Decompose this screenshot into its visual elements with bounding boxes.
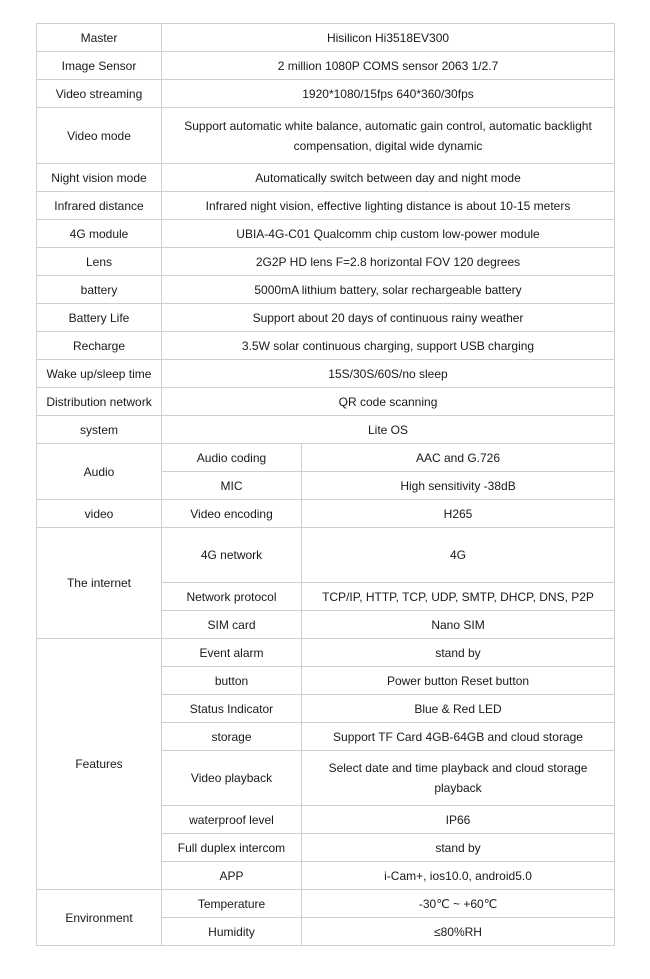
row-value: 3.5W solar continuous charging, support USB charging (162, 332, 615, 360)
table-row (37, 52, 615, 80)
table-row (37, 80, 615, 108)
sub-label: MIC (162, 472, 302, 500)
row-label: Wake up/sleep time (37, 360, 162, 388)
row-value: Infrared night vision, effective lighting distance is about 10-15 meters (162, 192, 615, 220)
sub-value: Power button Reset button (302, 667, 615, 695)
row-value: Automatically switch between day and night mode (162, 164, 615, 192)
row-value: 2G2P HD lens F=2.8 horizontal FOV 120 degrees (162, 248, 615, 276)
row-value: Hisilicon Hi3518EV300 (162, 24, 615, 52)
row-label: Master (37, 24, 162, 52)
sub-label: SIM card (162, 611, 302, 639)
sub-label: Event alarm (162, 639, 302, 667)
row-label: Lens (37, 248, 162, 276)
sub-value: -30℃ ~ +60℃ (302, 890, 615, 918)
table-row (37, 192, 615, 220)
sub-value: 4G (302, 528, 615, 583)
row-label: Distribution network (37, 388, 162, 416)
row-value: QR code scanning (162, 388, 615, 416)
sub-value: stand by (302, 834, 615, 862)
sub-value: IP66 (302, 806, 615, 834)
spec-table (36, 23, 615, 946)
sub-value: H265 (302, 500, 615, 528)
row-value: 5000mA lithium battery, solar rechargeable battery (162, 276, 615, 304)
row-label: Infrared distance (37, 192, 162, 220)
row-label: Video streaming (37, 80, 162, 108)
sub-label: APP (162, 862, 302, 890)
sub-label: 4G network (162, 528, 302, 583)
row-label: Recharge (37, 332, 162, 360)
table-row (37, 164, 615, 192)
row-value: 2 million 1080P COMS sensor 2063 1/2.7 (162, 52, 615, 80)
table-row (37, 360, 615, 388)
row-label: Image Sensor (37, 52, 162, 80)
row-value: 1920*1080/15fps 640*360/30fps (162, 80, 615, 108)
table-row (37, 416, 615, 444)
sub-value: AAC and G.726 (302, 444, 615, 472)
sub-label: Full duplex intercom (162, 834, 302, 862)
table-row (37, 500, 615, 528)
table-row (37, 388, 615, 416)
sub-label: Video encoding (162, 500, 302, 528)
row-label: system (37, 416, 162, 444)
sub-label: button (162, 667, 302, 695)
sub-value: Select date and time playback and cloud storage playback (302, 751, 615, 806)
row-value: Support automatic white balance, automatic gain control, automatic backlight compensation, digital wide dynamic (162, 108, 615, 164)
sub-value: Blue & Red LED (302, 695, 615, 723)
table-row (37, 332, 615, 360)
table-row (37, 444, 615, 472)
row-label: Battery Life (37, 304, 162, 332)
row-label: battery (37, 276, 162, 304)
sub-value: TCP/IP, HTTP, TCP, UDP, SMTP, DHCP, DNS, P2P (302, 583, 615, 611)
sub-label: Audio coding (162, 444, 302, 472)
table-row (37, 276, 615, 304)
sub-value: High sensitivity -38dB (302, 472, 615, 500)
sub-value: ≤80%RH (302, 918, 615, 946)
sub-label: Status Indicator (162, 695, 302, 723)
sub-label: Video playback (162, 751, 302, 806)
sub-value: Nano SIM (302, 611, 615, 639)
sub-label: Temperature (162, 890, 302, 918)
table-row (37, 304, 615, 332)
table-row (37, 108, 615, 164)
sub-value: i-Cam+, ios10.0, android5.0 (302, 862, 615, 890)
table-row (37, 220, 615, 248)
sub-label: storage (162, 723, 302, 751)
table-row (37, 890, 615, 918)
row-label: Night vision mode (37, 164, 162, 192)
sub-label: Humidity (162, 918, 302, 946)
row-value: Support about 20 days of continuous rainy weather (162, 304, 615, 332)
sub-label: waterproof level (162, 806, 302, 834)
row-value: 15S/30S/60S/no sleep (162, 360, 615, 388)
row-label: Video mode (37, 108, 162, 164)
table-row (37, 248, 615, 276)
sub-label: Network protocol (162, 583, 302, 611)
row-value: Lite OS (162, 416, 615, 444)
group-label: The internet (37, 528, 162, 639)
sub-value: Support TF Card 4GB-64GB and cloud storage (302, 723, 615, 751)
table-row (37, 24, 615, 52)
table-row (37, 639, 615, 667)
group-label: Features (37, 639, 162, 890)
group-label: video (37, 500, 162, 528)
group-label: Audio (37, 444, 162, 500)
row-label: 4G module (37, 220, 162, 248)
table-row (37, 528, 615, 583)
sub-value: stand by (302, 639, 615, 667)
group-label: Environment (37, 890, 162, 946)
row-value: UBIA-4G-C01 Qualcomm chip custom low-power module (162, 220, 615, 248)
